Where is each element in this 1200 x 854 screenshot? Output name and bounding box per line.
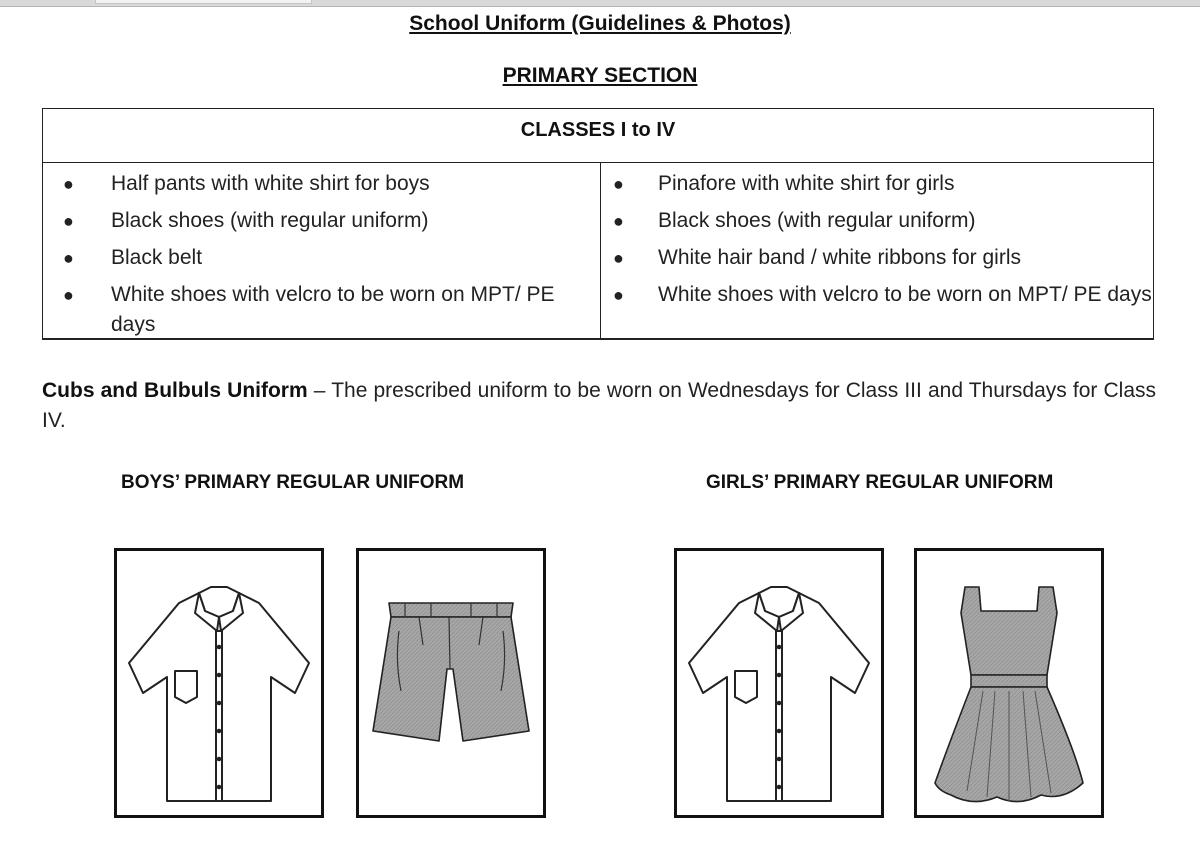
boys-column	[43, 163, 601, 338]
window-top-bar	[0, 0, 1200, 7]
uniform-table	[42, 108, 1154, 340]
bullet-icon: ●	[613, 174, 624, 194]
grey-shorts-icon	[359, 551, 543, 815]
boys-shorts-photo	[356, 548, 546, 818]
table-header: CLASSES I to IV	[43, 109, 1153, 163]
list-item: ● White hair band / white ribbons for girls	[601, 243, 1153, 273]
cubs-bulbuls-note: Cubs and Bulbuls Uniform – The prescribed uniform to be worn on Wednesdays for Class III and Thursdays for Class IV.	[42, 379, 1157, 432]
bullet-icon: ●	[613, 248, 624, 268]
grey-pinafore-icon	[917, 551, 1101, 815]
list-item: ● Black shoes (with regular uniform)	[43, 206, 600, 236]
girls-pinafore-photo	[914, 548, 1104, 818]
bullet-icon: ●	[613, 285, 624, 305]
list-item: ● White shoes with velcro to be worn on MPT/ PE days	[601, 280, 1153, 310]
bullet-icon: ●	[63, 174, 74, 194]
bullet-icon: ●	[63, 248, 74, 268]
list-item: ● Black belt	[43, 243, 600, 273]
white-shirt-icon	[117, 551, 321, 815]
list-item: ● Pinafore with white shirt for girls	[601, 169, 1153, 199]
tab-hint[interactable]	[95, 0, 312, 4]
cubs-label: Cubs and Bulbuls Uniform	[42, 379, 308, 402]
boys-caption: BOYS’ PRIMARY REGULAR UNIFORM	[121, 472, 465, 493]
boys-shirt-photo	[114, 548, 324, 818]
bullet-icon: ●	[63, 211, 74, 231]
list-item: ● White shoes with velcro to be worn on MPT/ PE days	[43, 280, 600, 340]
girls-column	[601, 163, 1153, 338]
girls-shirt-photo	[674, 548, 884, 818]
white-shirt-icon	[677, 551, 881, 815]
bullet-icon: ●	[63, 285, 74, 305]
document-title: School Uniform (Guidelines & Photos)	[409, 12, 791, 35]
list-item: ● Half pants with white shirt for boys	[43, 169, 600, 199]
girls-caption: GIRLS’ PRIMARY REGULAR UNIFORM	[706, 472, 1054, 493]
cubs-text: The prescribed uniform to be worn on Wednesdays for Class III and Thursdays for Class IV.	[42, 379, 1157, 432]
section-title: PRIMARY SECTION	[502, 64, 698, 87]
list-item: ● Black shoes (with regular uniform)	[601, 206, 1153, 236]
bullet-icon: ●	[613, 211, 624, 231]
